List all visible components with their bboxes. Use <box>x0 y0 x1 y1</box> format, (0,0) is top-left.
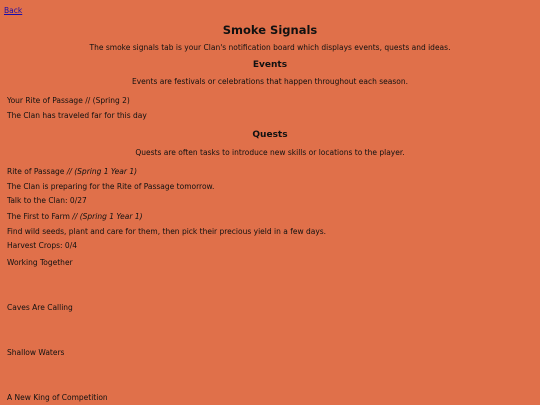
quest-detail: The Clan is preparing for the Rite of Passage tomorrow. <box>7 182 215 191</box>
quest-name: Rite of Passage <box>7 167 65 176</box>
event-item <box>7 96 130 105</box>
events-description: Events are festivals or celebrations that happen throughout each season. <box>131 77 409 86</box>
quest-detail: Find wild seeds, plant and care for them, then pick their precious yield in a few days. <box>7 227 327 236</box>
quest-meta: // (Spring 1 Year 1) <box>66 167 138 176</box>
quest-name: The First to Farm <box>7 212 70 221</box>
quest-item: Caves Are Calling <box>7 303 73 312</box>
quest-meta: // (Spring 1 Year 1) <box>72 212 143 221</box>
back-link[interactable]: Back <box>4 6 23 15</box>
page-title: Smoke Signals <box>222 23 318 37</box>
event-detail: The Clan has traveled far for this day <box>7 111 147 120</box>
events-heading: Events <box>252 60 288 70</box>
event-meta: // (Spring 2) <box>85 96 130 105</box>
event-name: Your Rite of Passage <box>7 96 83 105</box>
page-intro: The smoke signals tab is your Clan's notification board which displays events, quests and ideas. <box>89 43 451 52</box>
quest-item: Shallow Waters <box>7 348 65 357</box>
quest-progress: Harvest Crops: 0/4 <box>7 241 77 250</box>
quest-item <box>7 167 137 176</box>
quest-item: A New King of Competition <box>7 393 108 402</box>
quests-description: Quests are often tasks to introduce new skills or locations to the player. <box>135 148 405 157</box>
quest-item <box>7 212 143 221</box>
quests-heading: Quests <box>252 130 288 140</box>
quest-progress: Talk to the Clan: 0/27 <box>7 196 87 205</box>
quest-item: Working Together <box>7 258 73 267</box>
